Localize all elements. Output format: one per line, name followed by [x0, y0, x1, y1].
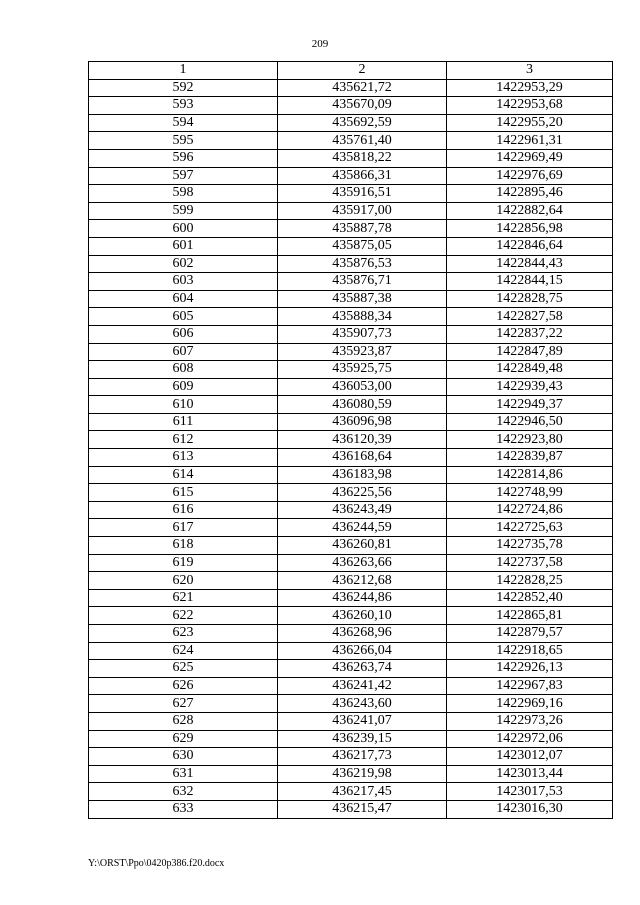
- table-row: [89, 220, 613, 238]
- table-row: [89, 537, 613, 555]
- column-header-2: 2: [278, 62, 447, 80]
- table-row: [89, 290, 613, 308]
- point-number-cell: 603: [89, 273, 278, 291]
- table-row: [89, 449, 613, 467]
- x-coordinate-cell: 435621,72: [278, 79, 447, 97]
- point-number-cell: 594: [89, 114, 278, 132]
- x-coordinate-cell: 436244,59: [278, 519, 447, 537]
- table-row: [89, 361, 613, 379]
- table-row: [89, 607, 613, 625]
- point-number-cell: 618: [89, 537, 278, 555]
- x-coordinate-cell: 436217,73: [278, 748, 447, 766]
- table-row: [89, 677, 613, 695]
- point-number-cell: 610: [89, 396, 278, 414]
- table-row: [89, 783, 613, 801]
- table-row: [89, 185, 613, 203]
- x-coordinate-cell: 435692,59: [278, 114, 447, 132]
- x-coordinate-cell: 436239,15: [278, 730, 447, 748]
- y-coordinate-cell: 1422837,22: [447, 325, 613, 343]
- x-coordinate-cell: 436244,86: [278, 589, 447, 607]
- point-number-cell: 604: [89, 290, 278, 308]
- coordinates-table: [88, 61, 613, 819]
- y-coordinate-cell: 1422748,99: [447, 484, 613, 502]
- page-number: 209: [311, 38, 329, 50]
- y-coordinate-cell: 1422969,49: [447, 149, 613, 167]
- y-coordinate-cell: 1422879,57: [447, 625, 613, 643]
- table-row: [89, 413, 613, 431]
- point-number-cell: 613: [89, 449, 278, 467]
- table-row: [89, 730, 613, 748]
- x-coordinate-cell: 435916,51: [278, 185, 447, 203]
- table-row: [89, 501, 613, 519]
- x-coordinate-cell: 436263,66: [278, 554, 447, 572]
- table-row: [89, 79, 613, 97]
- x-coordinate-cell: 436219,98: [278, 765, 447, 783]
- x-coordinate-cell: 435761,40: [278, 132, 447, 150]
- table-row: [89, 273, 613, 291]
- y-coordinate-cell: 1422814,86: [447, 466, 613, 484]
- table-row: [89, 712, 613, 730]
- y-coordinate-cell: 1422976,69: [447, 167, 613, 185]
- point-number-cell: 593: [89, 97, 278, 115]
- table-row: [89, 800, 613, 818]
- table-row: [89, 642, 613, 660]
- point-number-cell: 620: [89, 572, 278, 590]
- point-number-cell: 614: [89, 466, 278, 484]
- table-row: [89, 114, 613, 132]
- footer-file-path: Y:\ORST\Ppo\0420p386.f20.docx: [88, 858, 225, 869]
- column-header-3: 3: [447, 62, 613, 80]
- y-coordinate-cell: 1422973,26: [447, 712, 613, 730]
- y-coordinate-cell: 1422737,58: [447, 554, 613, 572]
- table-row: [89, 132, 613, 150]
- point-number-cell: 632: [89, 783, 278, 801]
- table-row: [89, 396, 613, 414]
- x-coordinate-cell: 436266,04: [278, 642, 447, 660]
- x-coordinate-cell: 436263,74: [278, 660, 447, 678]
- point-number-cell: 616: [89, 501, 278, 519]
- y-coordinate-cell: 1422852,40: [447, 589, 613, 607]
- point-number-cell: 627: [89, 695, 278, 713]
- point-number-cell: 596: [89, 149, 278, 167]
- point-number-cell: 617: [89, 519, 278, 537]
- column-header-1: 1: [89, 62, 278, 80]
- table-row: [89, 97, 613, 115]
- table-row: [89, 202, 613, 220]
- x-coordinate-cell: 436212,68: [278, 572, 447, 590]
- y-coordinate-cell: 1422846,64: [447, 237, 613, 255]
- x-coordinate-cell: 435876,71: [278, 273, 447, 291]
- x-coordinate-cell: 436241,07: [278, 712, 447, 730]
- table-row: [89, 519, 613, 537]
- table-row: [89, 325, 613, 343]
- point-number-cell: 611: [89, 413, 278, 431]
- x-coordinate-cell: 436260,10: [278, 607, 447, 625]
- point-number-cell: 615: [89, 484, 278, 502]
- point-number-cell: 623: [89, 625, 278, 643]
- x-coordinate-cell: 435887,78: [278, 220, 447, 238]
- y-coordinate-cell: 1422725,63: [447, 519, 613, 537]
- point-number-cell: 612: [89, 431, 278, 449]
- x-coordinate-cell: 435670,09: [278, 97, 447, 115]
- y-coordinate-cell: 1422828,75: [447, 290, 613, 308]
- y-coordinate-cell: 1423013,44: [447, 765, 613, 783]
- table-row: [89, 748, 613, 766]
- point-number-cell: 626: [89, 677, 278, 695]
- point-number-cell: 600: [89, 220, 278, 238]
- table-row: [89, 378, 613, 396]
- y-coordinate-cell: 1422949,37: [447, 396, 613, 414]
- y-coordinate-cell: 1422882,64: [447, 202, 613, 220]
- x-coordinate-cell: 436241,42: [278, 677, 447, 695]
- y-coordinate-cell: 1422828,25: [447, 572, 613, 590]
- table-row: [89, 343, 613, 361]
- point-number-cell: 631: [89, 765, 278, 783]
- y-coordinate-cell: 1422895,46: [447, 185, 613, 203]
- table-row: [89, 554, 613, 572]
- table-row: [89, 167, 613, 185]
- table-row: [89, 308, 613, 326]
- point-number-cell: 605: [89, 308, 278, 326]
- point-number-cell: 622: [89, 607, 278, 625]
- table-row: [89, 237, 613, 255]
- point-number-cell: 624: [89, 642, 278, 660]
- y-coordinate-cell: 1422955,20: [447, 114, 613, 132]
- y-coordinate-cell: 1422856,98: [447, 220, 613, 238]
- point-number-cell: 625: [89, 660, 278, 678]
- y-coordinate-cell: 1422969,16: [447, 695, 613, 713]
- point-number-cell: 621: [89, 589, 278, 607]
- table-row: [89, 765, 613, 783]
- y-coordinate-cell: 1422926,13: [447, 660, 613, 678]
- x-coordinate-cell: 435876,53: [278, 255, 447, 273]
- x-coordinate-cell: 435923,87: [278, 343, 447, 361]
- x-coordinate-cell: 436168,64: [278, 449, 447, 467]
- x-coordinate-cell: 435887,38: [278, 290, 447, 308]
- x-coordinate-cell: 436215,47: [278, 800, 447, 818]
- table-row: [89, 255, 613, 273]
- y-coordinate-cell: 1422844,15: [447, 273, 613, 291]
- x-coordinate-cell: 435866,31: [278, 167, 447, 185]
- y-coordinate-cell: 1422953,29: [447, 79, 613, 97]
- point-number-cell: 592: [89, 79, 278, 97]
- point-number-cell: 598: [89, 185, 278, 203]
- y-coordinate-cell: 1422865,81: [447, 607, 613, 625]
- point-number-cell: 608: [89, 361, 278, 379]
- x-coordinate-cell: 436120,39: [278, 431, 447, 449]
- y-coordinate-cell: 1422827,58: [447, 308, 613, 326]
- x-coordinate-cell: 436183,98: [278, 466, 447, 484]
- point-number-cell: 601: [89, 237, 278, 255]
- y-coordinate-cell: 1422735,78: [447, 537, 613, 555]
- table-row: [89, 466, 613, 484]
- y-coordinate-cell: 1423012,07: [447, 748, 613, 766]
- x-coordinate-cell: 436260,81: [278, 537, 447, 555]
- x-coordinate-cell: 436096,98: [278, 413, 447, 431]
- x-coordinate-cell: 435925,75: [278, 361, 447, 379]
- x-coordinate-cell: 436243,60: [278, 695, 447, 713]
- table-body: [89, 79, 613, 818]
- y-coordinate-cell: 1422849,48: [447, 361, 613, 379]
- x-coordinate-cell: 435888,34: [278, 308, 447, 326]
- point-number-cell: 602: [89, 255, 278, 273]
- y-coordinate-cell: 1422961,31: [447, 132, 613, 150]
- table-row: [89, 660, 613, 678]
- y-coordinate-cell: 1422724,86: [447, 501, 613, 519]
- y-coordinate-cell: 1422918,65: [447, 642, 613, 660]
- table-row: [89, 572, 613, 590]
- y-coordinate-cell: 1422847,89: [447, 343, 613, 361]
- x-coordinate-cell: 435907,73: [278, 325, 447, 343]
- table-row: [89, 484, 613, 502]
- y-coordinate-cell: 1422844,43: [447, 255, 613, 273]
- x-coordinate-cell: 435917,00: [278, 202, 447, 220]
- x-coordinate-cell: 435875,05: [278, 237, 447, 255]
- table-header-row: [89, 62, 613, 80]
- table-row: [89, 589, 613, 607]
- point-number-cell: 597: [89, 167, 278, 185]
- point-number-cell: 633: [89, 800, 278, 818]
- point-number-cell: 599: [89, 202, 278, 220]
- x-coordinate-cell: 436225,56: [278, 484, 447, 502]
- x-coordinate-cell: 436080,59: [278, 396, 447, 414]
- y-coordinate-cell: 1422939,43: [447, 378, 613, 396]
- y-coordinate-cell: 1422967,83: [447, 677, 613, 695]
- point-number-cell: 628: [89, 712, 278, 730]
- table-row: [89, 695, 613, 713]
- point-number-cell: 607: [89, 343, 278, 361]
- y-coordinate-cell: 1422953,68: [447, 97, 613, 115]
- point-number-cell: 630: [89, 748, 278, 766]
- x-coordinate-cell: 435818,22: [278, 149, 447, 167]
- x-coordinate-cell: 436243,49: [278, 501, 447, 519]
- x-coordinate-cell: 436268,96: [278, 625, 447, 643]
- point-number-cell: 619: [89, 554, 278, 572]
- x-coordinate-cell: 436217,45: [278, 783, 447, 801]
- point-number-cell: 629: [89, 730, 278, 748]
- y-coordinate-cell: 1422839,87: [447, 449, 613, 467]
- y-coordinate-cell: 1423017,53: [447, 783, 613, 801]
- point-number-cell: 595: [89, 132, 278, 150]
- point-number-cell: 609: [89, 378, 278, 396]
- y-coordinate-cell: 1422946,50: [447, 413, 613, 431]
- table-row: [89, 625, 613, 643]
- y-coordinate-cell: 1423016,30: [447, 800, 613, 818]
- y-coordinate-cell: 1422972,06: [447, 730, 613, 748]
- table-row: [89, 431, 613, 449]
- point-number-cell: 606: [89, 325, 278, 343]
- table-row: [89, 149, 613, 167]
- y-coordinate-cell: 1422923,80: [447, 431, 613, 449]
- x-coordinate-cell: 436053,00: [278, 378, 447, 396]
